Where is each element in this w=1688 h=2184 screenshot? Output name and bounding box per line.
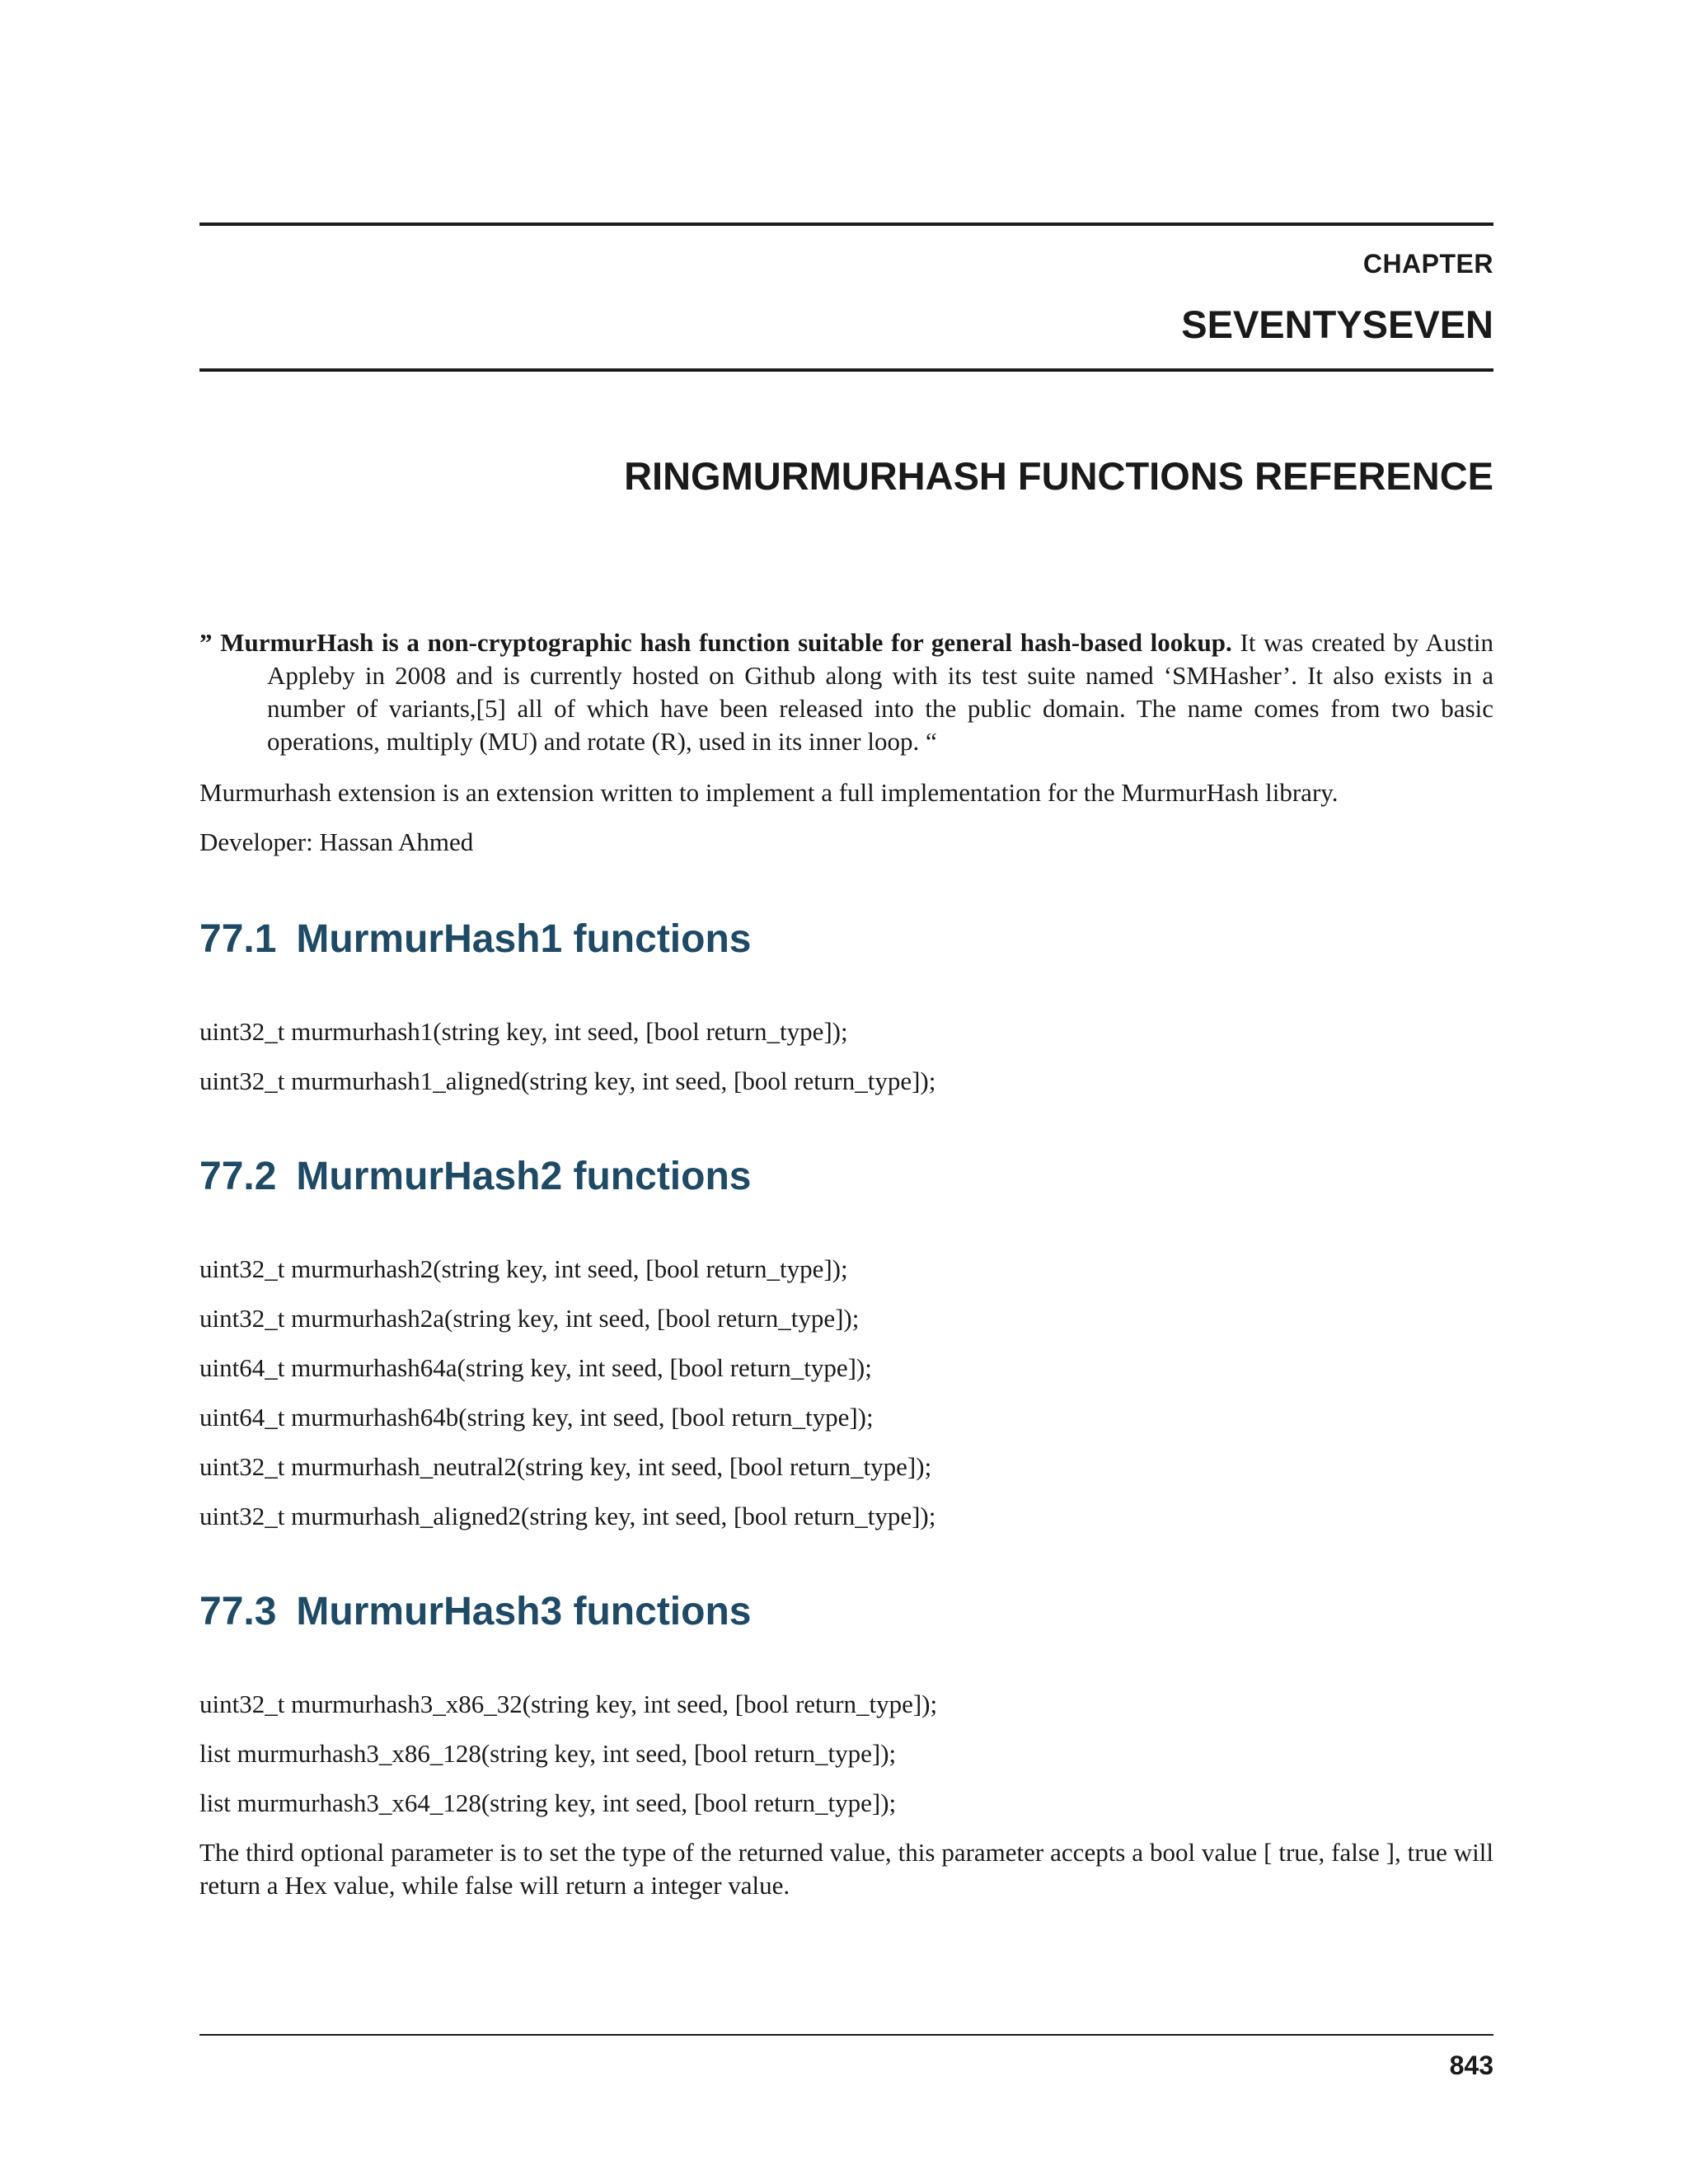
- section-number: 77.2: [199, 1155, 277, 1198]
- section-title: MurmurHash2 functions: [296, 1155, 752, 1198]
- chapter-title: RINGMURMURHASH FUNCTIONS REFERENCE: [624, 454, 1493, 498]
- section-number: 77.1: [199, 917, 277, 961]
- developer-credit: Developer: Hassan Ahmed: [199, 827, 474, 856]
- section-number: 77.3: [199, 1590, 277, 1633]
- function-signature: list murmurhash3_x86_128(string key, int seed, [bool return_type]);: [199, 1739, 897, 1768]
- function-signature: uint32_t murmurhash1_aligned(string key, int seed, [bool return_type]);: [199, 1066, 936, 1095]
- footer-rule: [199, 2034, 1493, 2036]
- function-signature: uint32_t murmurhash2a(string key, int seed, [bool return_type]);: [199, 1304, 860, 1333]
- intro-quote-rest: It was created by Austin Appleby in 2008 and is currently hosted on Github along with its test suite named ‘SMHasher’. It also exists in a number of variants,[5] all of which have been released into the public domain. The name comes from two basic operations, multiply (MU) and rotate (R), used in its inner loop. “: [267, 628, 1493, 756]
- function-signature: uint32_t murmurhash_aligned2(string key, int seed, [bool return_type]);: [199, 1502, 936, 1530]
- section-heading-77-1: [199, 916, 751, 962]
- function-signature: uint32_t murmurhash_neutral2(string key, int seed, [bool return_type]);: [199, 1452, 932, 1481]
- document-page: [199, 0, 1493, 2184]
- function-signature: uint32_t murmurhash2(string key, int seed, [bool return_type]);: [199, 1254, 848, 1283]
- intro-description: Murmurhash extension is an extension written to implement a full implementation for the MurmurHash library.: [199, 778, 1339, 807]
- section-title: MurmurHash3 functions: [296, 1590, 752, 1633]
- intro-quote: [199, 626, 1493, 758]
- chapter-number: SEVENTYSEVEN: [1181, 302, 1493, 346]
- chapter-label: CHAPTER: [1362, 249, 1493, 279]
- intro-quote-lead: ” MurmurHash is a non-cryptographic hash function suitable for general hash-based lookup.: [199, 628, 1232, 657]
- section-heading-77-2: [199, 1154, 751, 1199]
- return-type-note: The third optional parameter is to set the type of the returned value, this parameter accepts a bool value [ true, false ], true will return a Hex value, while false will return a integer value.: [199, 1838, 1493, 1900]
- chapter-top-rule: [199, 223, 1493, 226]
- function-signature: uint64_t murmurhash64b(string key, int seed, [bool return_type]);: [199, 1403, 874, 1432]
- function-signature: list murmurhash3_x64_128(string key, int seed, [bool return_type]);: [199, 1788, 897, 1817]
- page-number: 843: [1449, 2050, 1493, 2080]
- chapter-bottom-rule: [199, 368, 1493, 372]
- function-signature: uint64_t murmurhash64a(string key, int seed, [bool return_type]);: [199, 1353, 872, 1382]
- function-signature: uint32_t murmurhash1(string key, int seed, [bool return_type]);: [199, 1017, 848, 1046]
- section-heading-77-3: [199, 1589, 751, 1634]
- section-title: MurmurHash1 functions: [296, 917, 752, 961]
- function-signature: uint32_t murmurhash3_x86_32(string key, int seed, [bool return_type]);: [199, 1690, 938, 1718]
